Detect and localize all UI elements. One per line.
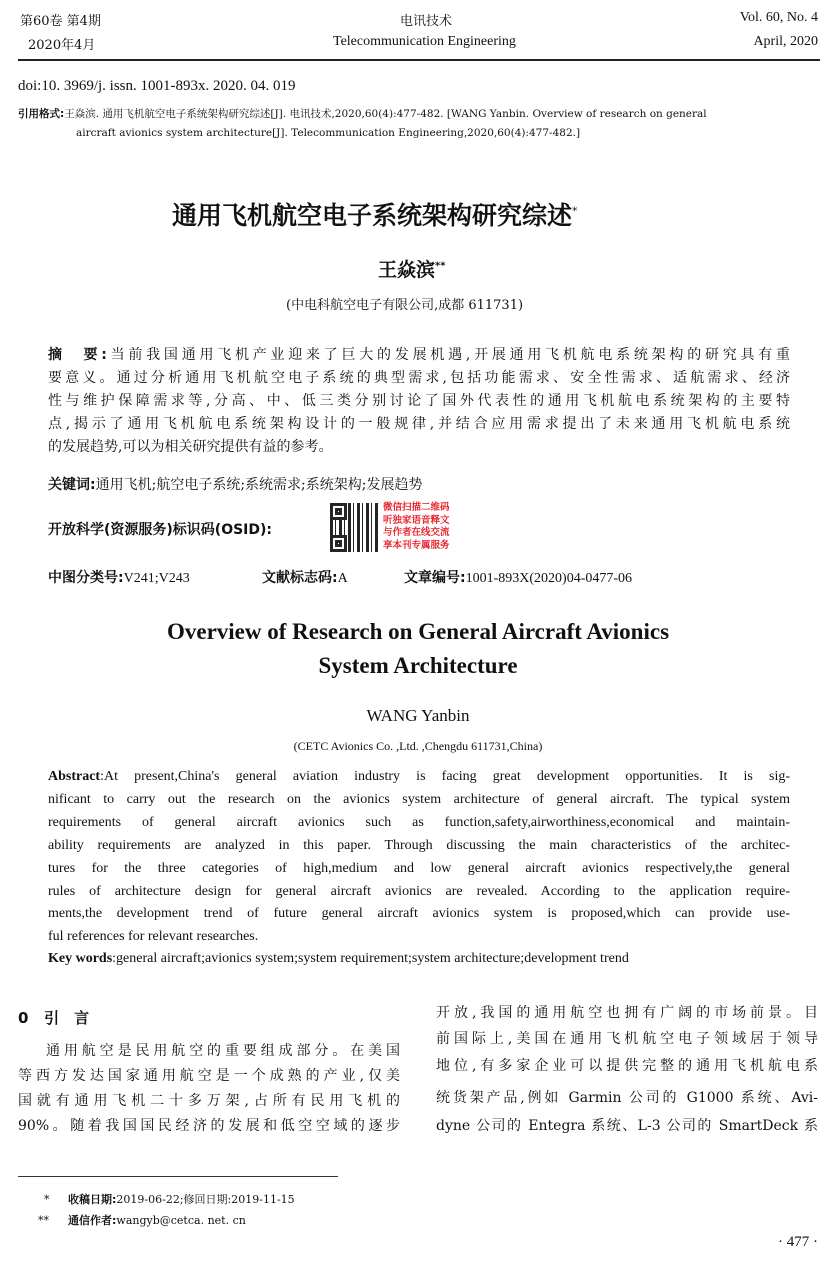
body-left-line: 90%。随着我国国民经济的发展和低空空域的逐步 xyxy=(18,1118,400,1134)
footnote-rule xyxy=(18,1176,338,1177)
abstract-en-text: :At present,China's general aviation industry is facing great development opportunities. It is sig- xyxy=(100,769,790,784)
section-heading xyxy=(18,1007,89,1028)
abstract-cn-line: 性与维护保障需求等,分高、中、低三类分别讨论了国外代表性的通用飞机航电系统架构的主要特 xyxy=(48,393,790,409)
qr-caption-line: 微信扫描二维码 xyxy=(383,502,450,513)
abstract-en-line: tures for the three categories of high,medium and low general aircraft avionics respectively,the general xyxy=(48,861,790,876)
doc-label: 文献标志码: xyxy=(262,570,338,586)
abstract-cn-label: 摘 要: xyxy=(48,347,107,363)
page-number: · 477 · xyxy=(778,1234,818,1250)
author-cn xyxy=(378,255,445,282)
title-cn xyxy=(172,196,578,232)
abstract-en-label: Abstract xyxy=(48,769,101,784)
author-footnote-mark: ** xyxy=(435,260,446,272)
abstract-cn-text: 当前我国通用飞机产业迎来了巨大的发展机遇,开展通用飞机航电系统架构的研究具有重 xyxy=(106,347,790,363)
doc-value: A xyxy=(337,571,348,586)
qr-caption xyxy=(383,502,450,552)
document-code xyxy=(262,567,348,587)
body-left-line: 通用航空是民用航空的重要组成部分。在美国 xyxy=(46,1043,400,1059)
body-left-line: 国就有通用飞机二十多万架,占所有民用飞机的 xyxy=(18,1093,400,1109)
footnote-mark: ** xyxy=(38,1214,49,1227)
abstract-cn-line: 点,揭示了通用飞机航电系统架构设计的一般规律,并结合应用需求提出了未来通用飞机航电系统 xyxy=(48,416,790,432)
author-cn-text: 王焱滨 xyxy=(378,259,436,281)
title-en-line-1: Overview of Research on General Aircraft Avionics xyxy=(166,619,670,644)
qr-caption-line: 享本刊专属服务 xyxy=(383,539,450,551)
footnote-text: 2019-06-22;修回日期:2019-11-15 xyxy=(116,1193,295,1206)
header-volume-en: Vol. 60, No. 4 xyxy=(739,10,818,25)
footnote-mark: * xyxy=(44,1193,50,1206)
body-right-line: dyne 公司的 Entegra 系统、L-3 公司的 SmartDeck 系 xyxy=(436,1118,818,1134)
keywords-cn-label: 关键词: xyxy=(48,477,96,493)
abstract-en-line: ability requirements are analyzed in this paper. Through discussing the main characteristics of the architec- xyxy=(48,838,790,853)
header-date-cn: 2020年4月 xyxy=(28,38,96,53)
title-en-line-2: System Architecture xyxy=(318,653,518,678)
body-left-line: 等西方发达国家通用航空是一个成熟的产业,仅美 xyxy=(18,1068,400,1084)
article-value: 1001-893X(2020)04-0477-06 xyxy=(465,571,633,586)
clc-number xyxy=(48,567,190,587)
title-cn-text: 通用飞机航空电子系统架构研究综述 xyxy=(172,201,573,230)
article-label: 文章编号: xyxy=(404,570,466,586)
abstract-en-line: requirements of general aircraft avionics such as function,safety,airworthiness,economical and maintain- xyxy=(48,815,790,830)
body-right-line: 统货架产品,例如 Garmin 公司的 G1000 系统、Avi- xyxy=(436,1090,818,1106)
abstract-en-line: ments,the development trend of future general aircraft avionics system is proposed,which can provide use- xyxy=(48,906,790,921)
footnote-label: 收稿日期: xyxy=(68,1193,117,1206)
citation-label: 引用格式: xyxy=(18,108,65,120)
abstract-en-line: ful references for relevant researches. xyxy=(48,929,259,944)
abstract-cn-line: 的发展趋势,可以为相关研究提供有益的参考。 xyxy=(48,439,333,455)
affiliation-cn: (中电科航空电子有限公司,成都 611731) xyxy=(286,298,524,313)
section-title: 引 言 xyxy=(44,1009,90,1027)
citation-line-2: aircraft avionics system architecture[J]. Telecommunication Engineering,2020,60(4):477-482.] xyxy=(76,127,581,139)
abstract-cn-line xyxy=(48,344,790,364)
section-number: 0 xyxy=(18,1009,29,1027)
keywords-en xyxy=(48,951,629,967)
footnote xyxy=(44,1191,295,1207)
qr-caption-line: 与作者在线交流 xyxy=(383,527,450,538)
header-rule xyxy=(18,59,820,61)
abstract-en-line: rules of architecture design for general aircraft avionics are revealed. According to the application require- xyxy=(48,884,790,899)
abstract-en-line: nificant to carry out the research on the avionics system architecture of general aircraft. The typical system xyxy=(48,792,790,807)
citation-text: 王焱滨. 通用飞机航空电子系统架构研究综述[J]. 电讯技术,2020,60(4):477-482. [WANG Yanbin. Overview of research on general xyxy=(64,108,707,120)
keywords-cn xyxy=(48,474,422,494)
header-journal-en: Telecommunication Engineering xyxy=(333,34,516,49)
clc-label: 中图分类号: xyxy=(48,570,124,586)
clc-value: V241;V243 xyxy=(123,571,190,586)
abstract-en-line xyxy=(48,769,790,785)
keywords-en-text: :general aircraft;avionics system;system requirement;system architecture;development trend xyxy=(112,951,629,966)
body-right-line: 前国际上,美国在通用飞机航空电子领域居于领导 xyxy=(436,1031,818,1047)
body-right-line: 开放,我国的通用航空也拥有广阔的市场前景。目 xyxy=(436,1005,818,1021)
author-en: WANG Yanbin xyxy=(366,706,470,725)
title-footnote-mark: * xyxy=(572,204,578,218)
qr-caption-line: 听独家语音释文 xyxy=(383,514,450,526)
footnote xyxy=(38,1212,246,1228)
header-volume-cn: 第60卷 第4期 xyxy=(20,14,101,29)
affiliation-en: (CETC Avionics Co. ,Ltd. ,Chengdu 611731,China) xyxy=(293,739,543,753)
keywords-cn-text: 通用飞机;航空电子系统;系统需求;系统架构;发展趋势 xyxy=(95,477,423,493)
header-journal-cn: 电讯技术 xyxy=(400,14,453,29)
keywords-en-label: Key words xyxy=(48,951,113,966)
footnote-text: wangyb@cetca. net. cn xyxy=(116,1214,246,1227)
doi: doi:10. 3969/j. issn. 1001-893x. 2020. 04. 019 xyxy=(18,78,296,94)
qr-code[interactable] xyxy=(330,503,379,552)
citation-line-1 xyxy=(18,106,707,121)
header-date-en: April, 2020 xyxy=(753,34,818,49)
body-right-line: 地位,有多家企业可以提供完整的通用飞机航电系 xyxy=(436,1058,818,1074)
footnote-label: 通信作者: xyxy=(68,1214,117,1227)
osid-label: 开放科学(资源服务)标识码(OSID): xyxy=(48,522,273,538)
article-number xyxy=(404,567,632,587)
abstract-cn-line: 要意义。通过分析通用飞机航空电子系统的典型需求,包括功能需求、安全性需求、适航需求、经济 xyxy=(48,370,790,386)
